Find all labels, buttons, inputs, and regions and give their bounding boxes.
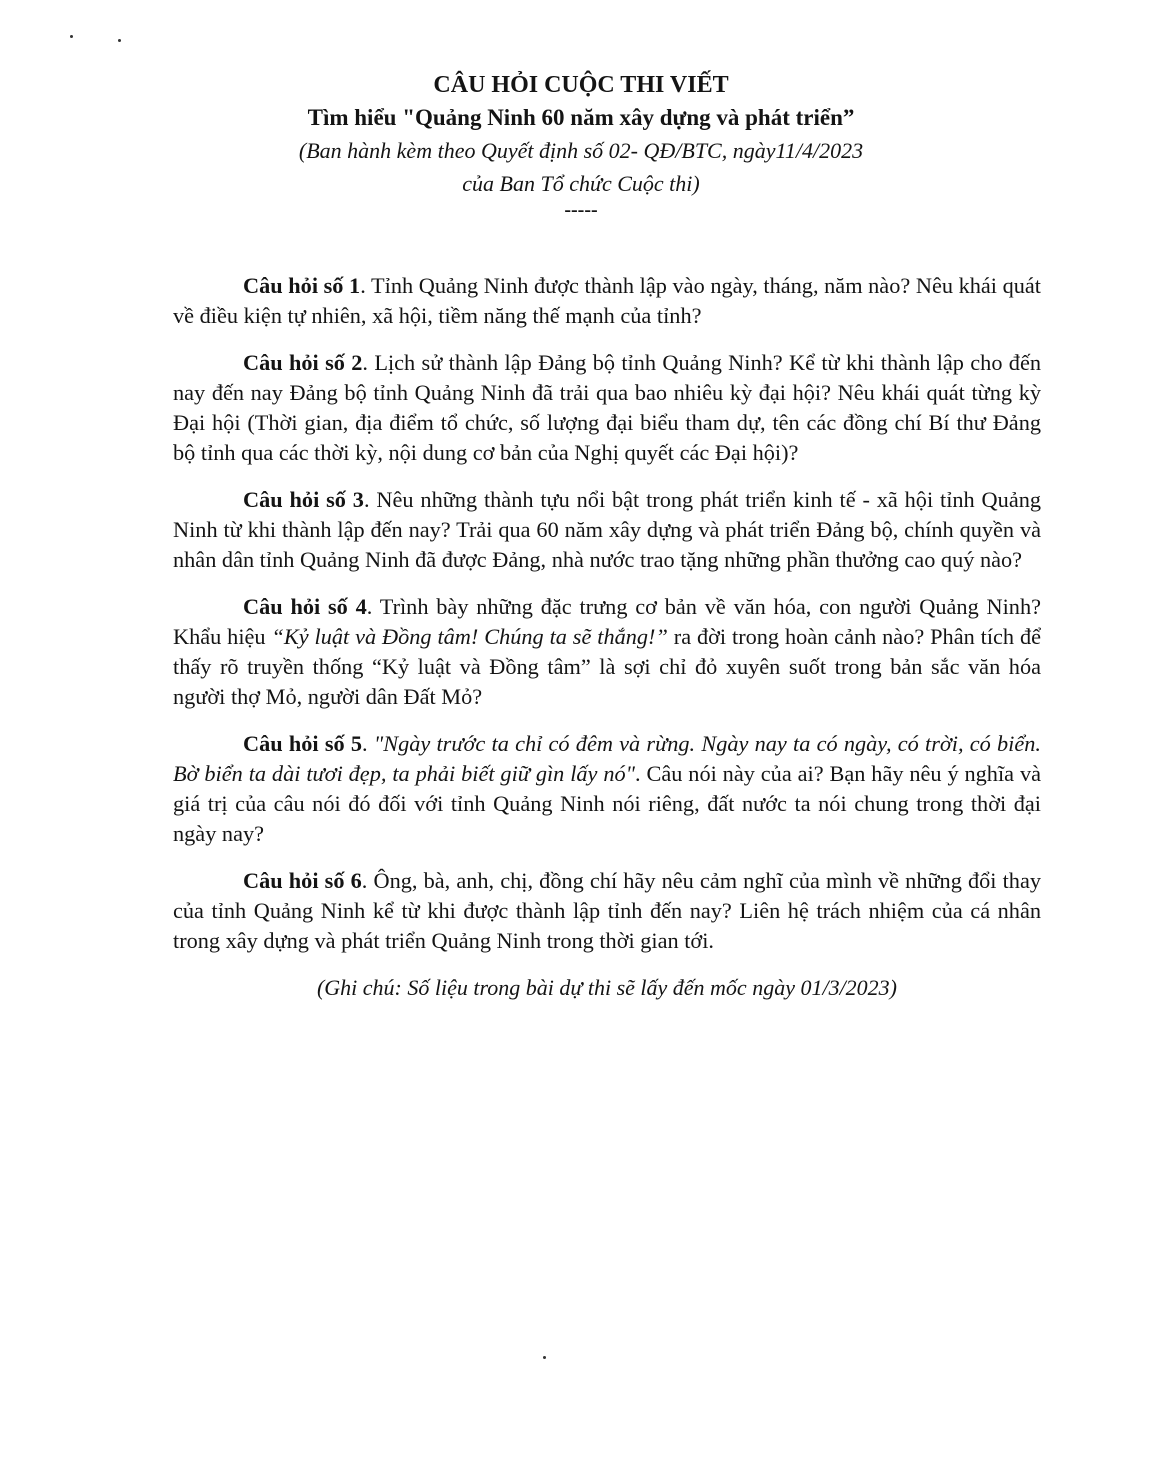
question-label: Câu hỏi số 4 [243, 594, 367, 619]
question-text: . Nêu những thành tựu nổi bật trong phát triển kinh tế - xã hội tỉnh Quảng Ninh từ khi thành lập đến nay? Trải qua 60 năm xây dựng và phát triển Đảng bộ, chính quyền và nhân dân tỉnh Quảng Ninh đã được Đảng, nhà nước trao tặng những phần thưởng cao quý nào? [173, 487, 1042, 572]
slogan-quote: “Kỷ luật và Đồng tâm! Chúng ta sẽ thắng!” [271, 624, 668, 649]
question-6 [173, 866, 1041, 956]
question-label: Câu hỏi số 5 [243, 731, 363, 756]
question-label: Câu hỏi số 6 [243, 868, 362, 893]
question-label: Câu hỏi số 1 [243, 273, 361, 298]
document-header [0, 70, 1162, 220]
document-title: CÂU HỎI CUỘC THI VIẾT [433, 72, 729, 98]
question-3 [173, 485, 1041, 575]
question-text: ra đời trong hoàn cảnh nào? Phân tích để thấy rõ truyền thống “Kỷ luật và Đồng tâm” là sợi chỉ đỏ xuyên suốt trong bản sắc văn hóa người thợ Mỏ, người dân Đất Mỏ? [173, 624, 1041, 709]
header-divider: ----- [564, 199, 598, 221]
question-label: Câu hỏi số 3 [243, 487, 364, 512]
question-text: . Ông, bà, anh, chị, đồng chí hãy nêu cảm nghĩ của mình về những đổi thay của tỉnh Quảng Ninh kể từ khi được thành lập tỉnh đến nay? Liên hệ trách nhiệm của cá nhân trong xây dựng và phát triển Quảng Ninh trong thời gian tới. [173, 868, 1041, 953]
question-2 [173, 348, 1041, 468]
question-text: . [362, 731, 374, 756]
quotation: "Ngày trước ta chỉ có đêm và rừng. Ngày nay ta có ngày, có trời, có biển. Bờ biển ta dài tươi đẹp, ta phải biết giữ gìn lấy nó" [173, 731, 1042, 786]
issuance-line-1: (Ban hành kèm theo Quyết định số 02- QĐ/BTC, ngày11/4/2023 [298, 138, 864, 163]
scan-mark [543, 1356, 546, 1359]
footnote: (Ghi chú: Số liệu trong bài dự thi sẽ lấy đến mốc ngày 01/3/2023) [316, 975, 898, 1000]
questions-section [173, 271, 1041, 1003]
question-text: . Lịch sử thành lập Đảng bộ tỉnh Quảng Ninh? Kể từ khi thành lập cho đến nay đến nay Đảng bộ tỉnh Quảng Ninh đã trải qua bao nhiêu kỳ đại hội? Nêu khái quát từng kỳ Đại hội (Thời gian, địa điểm tổ chức, số lượng đại biểu tham dự, tên các đồng chí Bí thư Đảng bộ tỉnh qua các thời kỳ, nội dung cơ bản của Nghị quyết các Đại hội)? [173, 350, 1042, 465]
document-subtitle: Tìm hiểu "Quảng Ninh 60 năm xây dựng và phát triển” [307, 105, 855, 130]
question-text: . Tỉnh Quảng Ninh được thành lập vào ngày, tháng, năm nào? Nêu khái quát về điều kiện tự nhiên, xã hội, tiềm năng thế mạnh của tỉnh? [173, 273, 1042, 328]
scan-mark [70, 35, 73, 38]
issuance-line-2: của Ban Tổ chức Cuộc thi) [462, 171, 700, 196]
question-label: Câu hỏi số 2 [243, 350, 363, 375]
question-4 [173, 592, 1041, 712]
question-text: . Trình bày những đặc trưng cơ bản về văn hóa, con người Quảng Ninh? Khẩu hiệu [173, 594, 1041, 649]
scan-mark [118, 39, 121, 42]
question-text: . Câu nói này của ai? Bạn hãy nêu ý nghĩa và giá trị của câu nói đó đối với tỉnh Quảng Ninh nói riêng, đất nước ta nói chung trong thời đại ngày nay? [173, 761, 1041, 846]
question-5 [173, 729, 1041, 849]
question-1 [173, 271, 1041, 331]
